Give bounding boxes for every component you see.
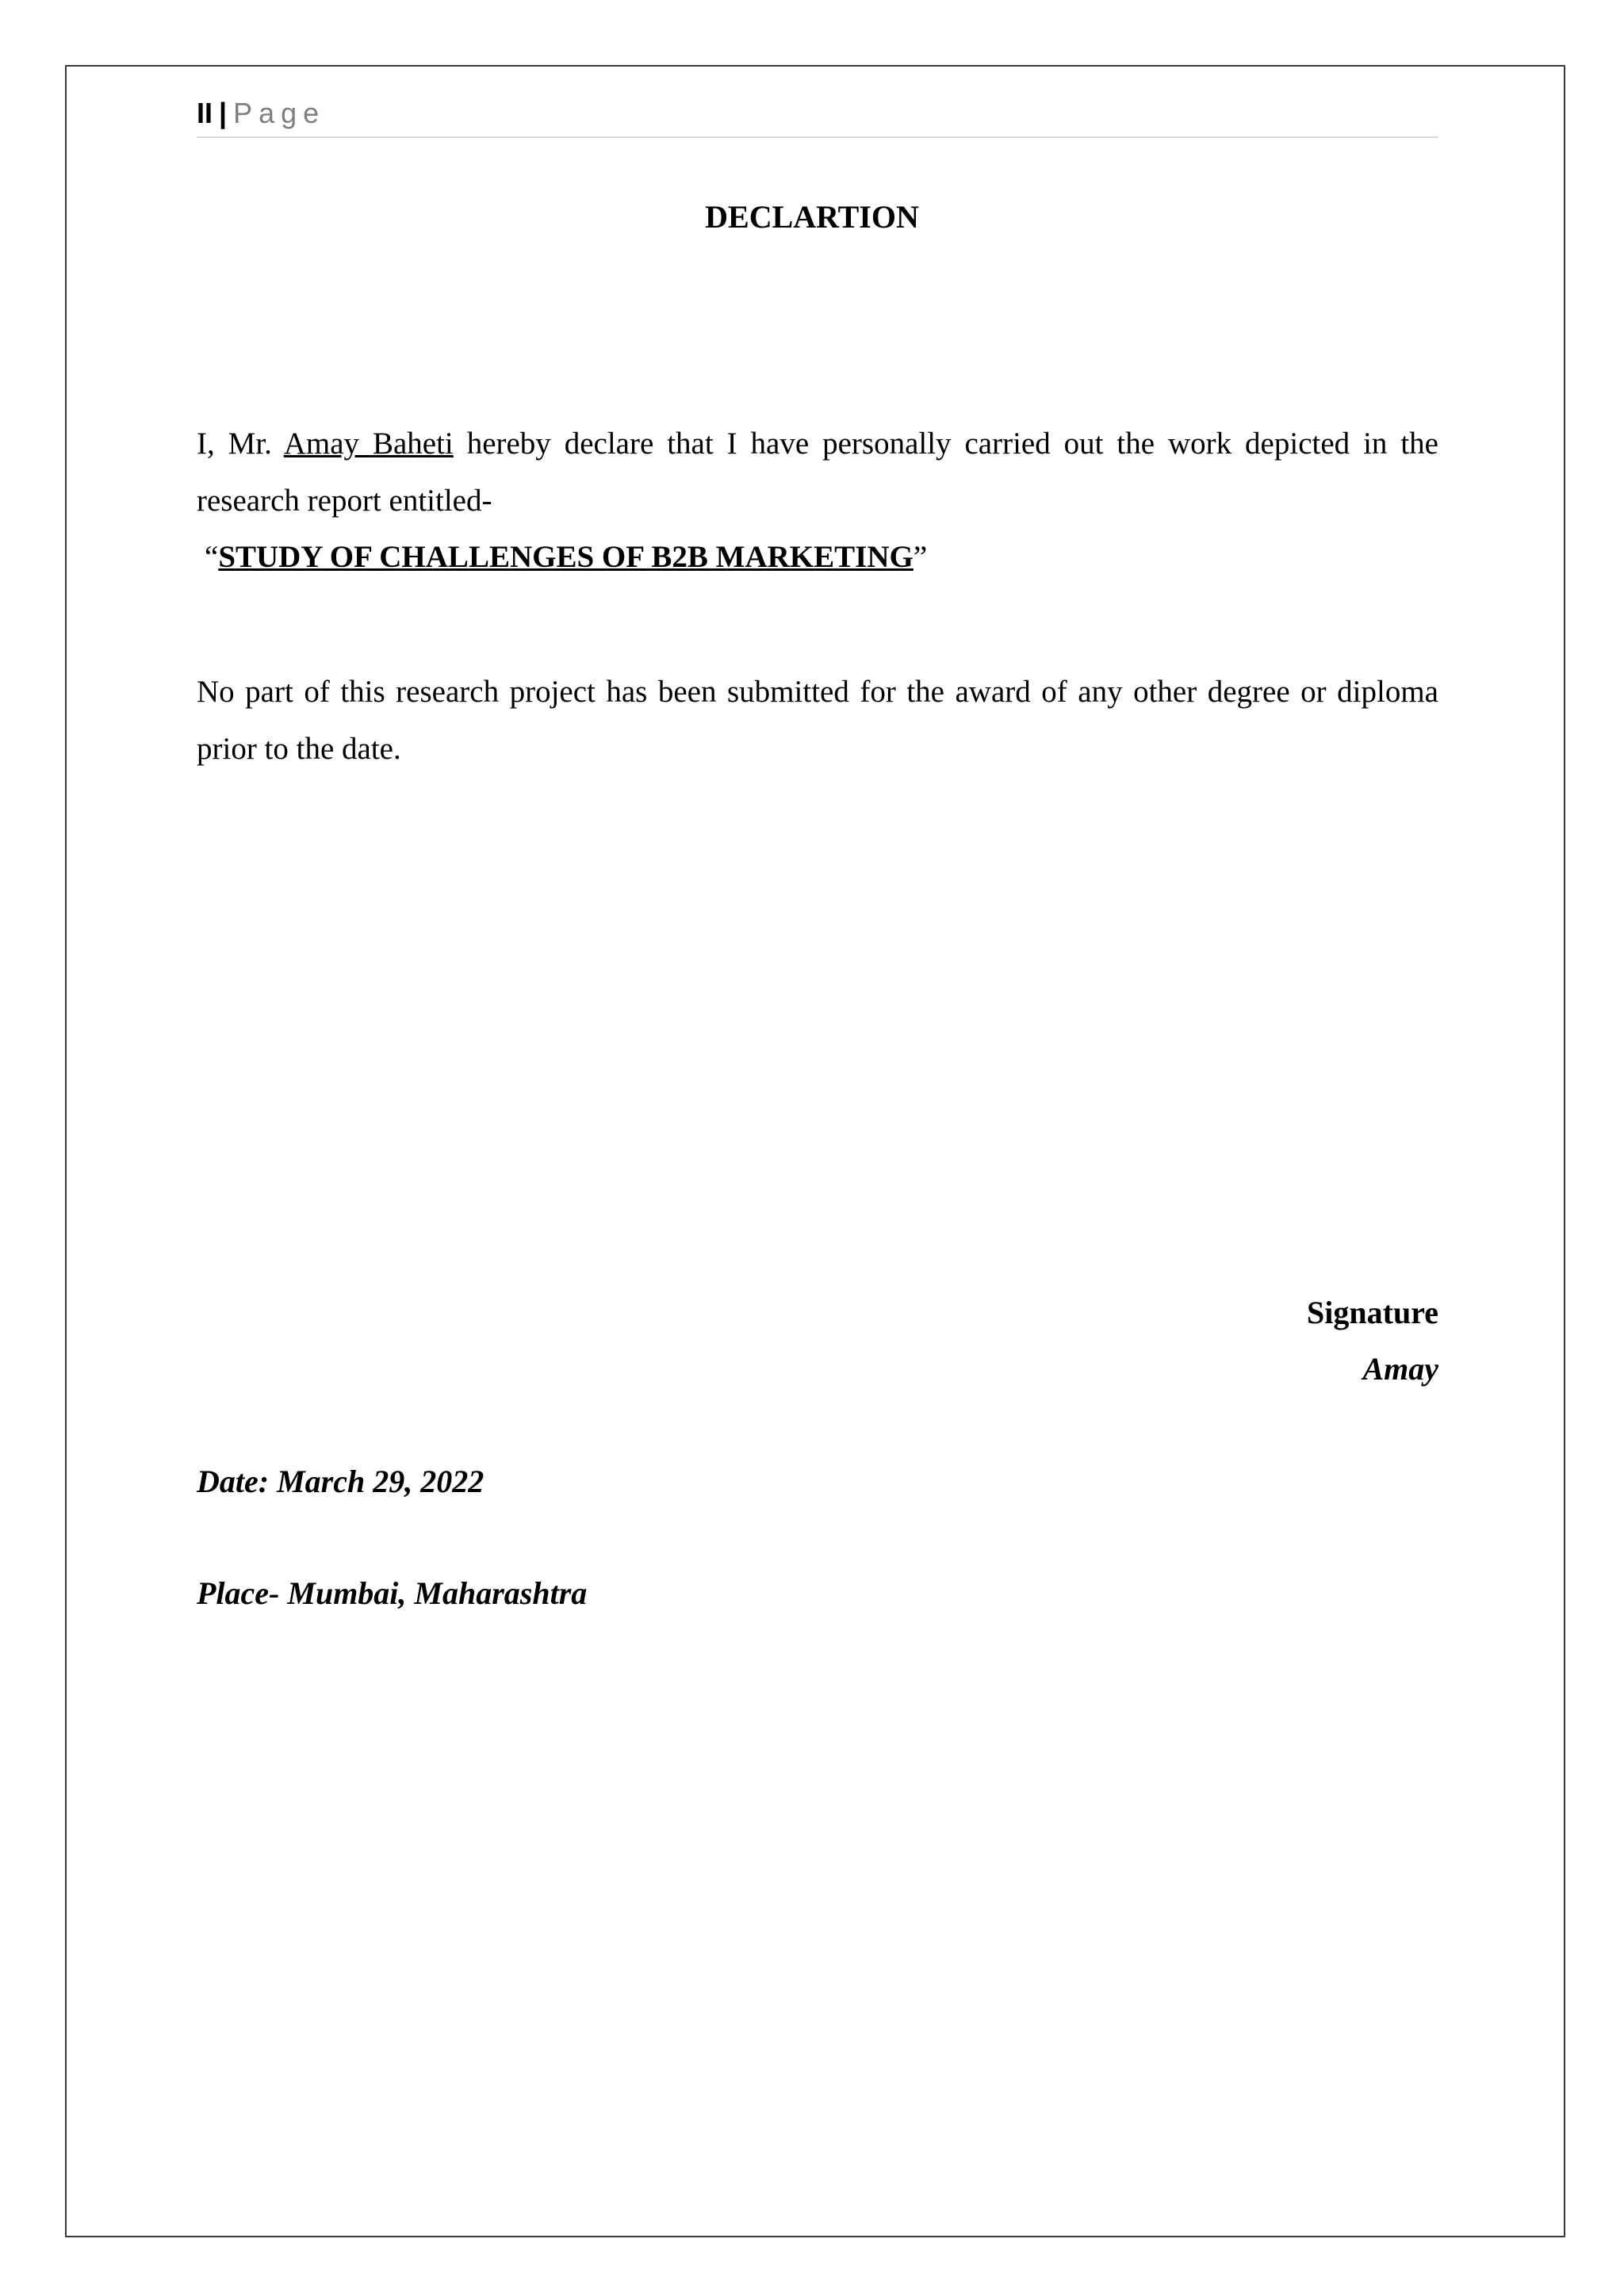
statement-line-1: No part of this research project has been submitted for the award of any other degree or diploma	[197, 675, 1438, 709]
document-title: DECLARTION	[705, 199, 919, 235]
declaration-continuation: research report entitled-	[197, 484, 492, 518]
statement-line-2: prior to the date.	[197, 732, 401, 766]
page-label: Page	[233, 97, 326, 129]
declarant-name: Amay Baheti	[283, 427, 454, 461]
page-border	[65, 65, 1565, 2237]
declaration-text: hereby declare that I have personally carried out the work depicted in the	[453, 427, 1438, 461]
statement-paragraph	[197, 664, 1438, 778]
page-header	[197, 95, 1438, 138]
declaration-paragraph	[197, 415, 1438, 530]
report-title-open-quote: “	[205, 540, 219, 574]
report-title-text: STUDY OF CHALLENGES OF B2B MARKETING	[218, 540, 914, 574]
page-number: II	[197, 97, 213, 129]
declaration-intro: I, Mr.	[197, 427, 284, 461]
signature-label: Signature	[1307, 1295, 1438, 1330]
header-separator: |	[219, 97, 228, 129]
report-title	[205, 529, 927, 586]
signature-name: Amay	[1362, 1351, 1438, 1387]
declaration-line-1	[197, 415, 1438, 473]
place-line: Place- Mumbai, Maharashtra	[197, 1575, 588, 1611]
report-title-close-quote: ”	[913, 540, 928, 574]
date-line: Date: March 29, 2022	[197, 1464, 485, 1499]
